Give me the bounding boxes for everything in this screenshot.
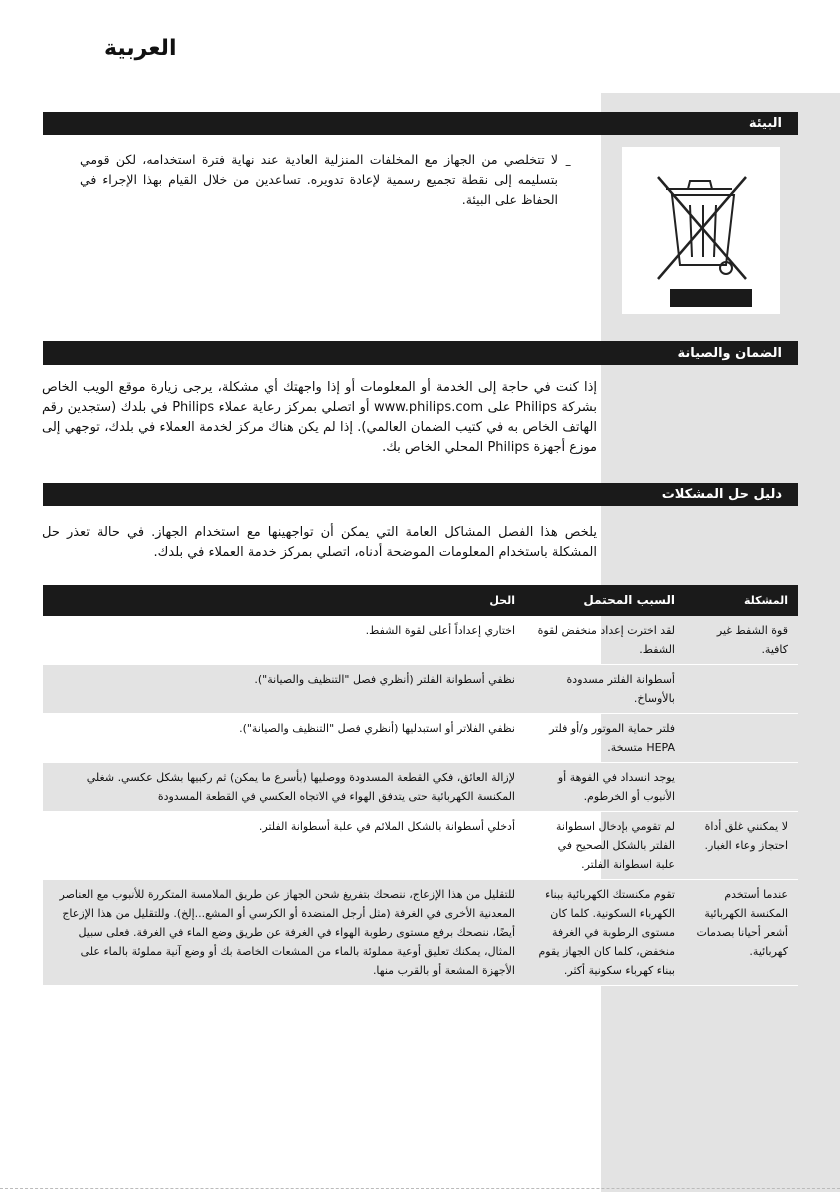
cell-problem: [685, 665, 798, 714]
weee-symbol: [622, 147, 780, 314]
cell-problem: لا يمكنني غلق أداة احتجاز وعاء الغبار.: [685, 812, 798, 880]
table-row: [43, 616, 798, 665]
cell-cause: تقوم مكنستك الكهربائية ببناء الكهرباء السكونية. كلما كان مستوى الرطوبة في الغرفة منخفض، كلما كان الجهاز يقوم ببناء كهرباء سكونية أكثر.: [525, 880, 685, 986]
header-problem: المشكلة: [685, 585, 798, 616]
language-heading: العربية: [104, 36, 177, 61]
table-row: [43, 880, 798, 986]
page-edge: [0, 1188, 840, 1189]
table-row: [43, 714, 798, 763]
header-cause-label: السبب المحتمل: [583, 593, 675, 607]
cell-cause: لقد اخترت إعداد منخفض لقوة الشفط.: [525, 616, 685, 665]
warranty-paragraph: إذا كنت في حاجة إلى الخدمة أو المعلومات أو إذا واجهتك أي مشكلة، يرجى زيارة موقع الويب الخاص بشركة Philips على www.philips.com أو اتصلي بمركز رعاية عملاء Philips في بلدك (ستجدين رقم الهاتف الخاص به في كتيب الضمان العالمي). إذا لم يكن هناك مركز لخدمة العملاء في بلدك، توجهي إلى موزع أجهزة Philips المحلي الخاص بك.: [42, 380, 597, 455]
cell-problem: عندما أستخدم المكنسة الكهربائية أشعر أحيانا بصدمات كهربائية.: [685, 880, 798, 986]
table-row: [43, 763, 798, 812]
cell-solution: نظفي الفلاتر أو استبدليها (أنظري فصل "التنظيف والصيانة").: [43, 714, 525, 763]
table-row: [43, 812, 798, 880]
section-bar-troubleshooting: [43, 483, 798, 506]
environment-text: لا تتخلصي من الجهاز مع المخلفات المنزلية العادية عند نهاية فترة استخدامه، لكن قومي بتسليمه إلى نقطة تجميع رسمية لإعادة تدويره. تساعدين من خلال القيام بهذا الإجراء في الحفاظ على البيئة.: [80, 152, 558, 207]
cell-solution: نظفي أسطوانة الفلتر (أنظري فصل "التنظيف والصيانة").: [43, 665, 525, 714]
crossed-out-wheelie-bin-icon: [622, 147, 780, 314]
troubleshooting-table: [43, 585, 798, 986]
cell-solution: اختاري إعداداً أعلى لقوة الشفط.: [43, 616, 525, 665]
cell-solution: للتقليل من هذا الإزعاج، ننصحك بتفريغ شحن الجهاز عن طريق الملامسة المتكررة للأنبوب مع العناصر المعدنية الأخرى في الغرفة (مثل أرجل المنضدة أو الكرسي أو المشع...إلخ). وللتقليل من هذا الإزعاج أيضًا، ننصحك برفع مستوى رطوبة الهواء في الغرفة عن طريق وضع الماء في الغرفة. فعلى سبيل المثال، يمكنك تعليق أوعية مملوئة بالماء من المشعات الخاصة بك أو وضع آنية مملوئة بالماء على الأجهزة المشعة أو بالقرب منها.: [43, 880, 525, 986]
section-title-troubleshooting: دليل حل المشكلات: [661, 487, 782, 502]
cell-problem: قوة الشفط غير كافية.: [685, 616, 798, 665]
cell-cause: لم تقومي بإدخال اسطوانة الفلتر بالشكل الصحيح في علبة اسطوانة الفلتر.: [525, 812, 685, 880]
cell-cause: أسطوانة الفلتر مسدودة بالأوساخ.: [525, 665, 685, 714]
section-bar-environment: [43, 112, 798, 135]
cell-cause: فلتر حماية الموتور و/أو فلتر HEPA متسخة.: [525, 714, 685, 763]
cell-cause: يوجد انسداد في الفوهة أو الأنبوب أو الخرطوم.: [525, 763, 685, 812]
section-bar-warranty: [43, 341, 798, 365]
cell-solution: أدخلي أسطوانة بالشكل الملائم في علبة أسطوانة الفلتر.: [43, 812, 525, 880]
cell-problem: [685, 714, 798, 763]
header-solution: الحل: [43, 585, 525, 616]
section-title-warranty: الضمان والصيانة: [677, 345, 782, 361]
table-row: [43, 665, 798, 714]
troubleshooting-intro: يلخص هذا الفصل المشاكل العامة التي يمكن أن تواجهينها مع استخدام الجهاز. في حالة تعذر حل المشكلة باستخدام المعلومات الموضحة أدناه، اتصلي بمركز خدمة العملاء في بلدك.: [42, 525, 597, 560]
header-cause: [525, 585, 685, 616]
bullet-dash: –: [565, 157, 572, 172]
cell-problem: [685, 763, 798, 812]
table-header-row: [43, 585, 798, 616]
section-title-environment: البيئة: [748, 116, 782, 131]
cell-solution: لإزالة العائق، فكي القطعة المسدودة ووصليها (بأسرع ما يمكن) ثم ركبيها بشكل عكسي. شغلي المكنسة الكهربائية حتى يتدفق الهواء في الاتجاه العكسي في القطعة المسدودة: [43, 763, 525, 812]
